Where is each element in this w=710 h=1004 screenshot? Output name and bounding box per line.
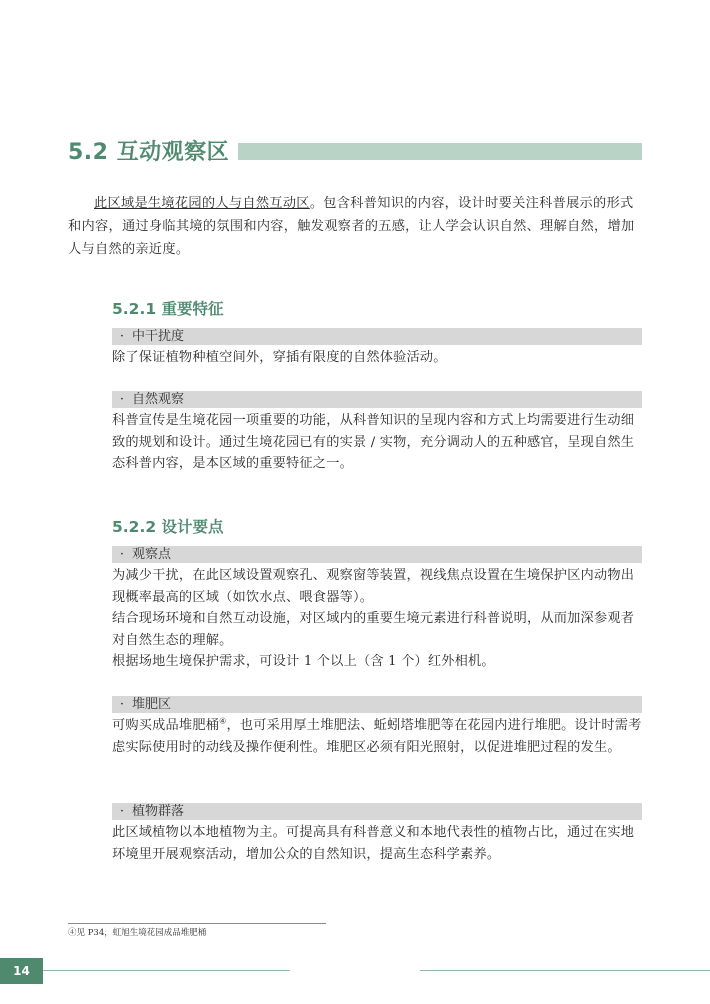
bullet: · <box>119 804 125 819</box>
label-bar-plant-community <box>112 803 642 820</box>
label-bar-observation-point <box>112 546 642 563</box>
paragraph-nature-observation: 科普宣传是生境花园一项重要的功能，从科普知识的呈现内容和方式上均需要进行生动细致的规划和设计。通过生境花园已有的实景 / 实物，充分调动人的五种感官，呈现自然生态科普内容，是本区域的重要特征之一。 <box>112 413 635 471</box>
text: ，也可采用厚土堆肥法、蚯蚓塔堆肥等在花园内进行堆肥。设计时需考虑实际使用时的动线及操作便利性。堆肥区必须有阳光照射，以促进堆肥过程的发生。 <box>112 718 642 755</box>
paragraph: 结合现场环境和自然互动设施，对区域内的重要生境元素进行科普说明，从而加深参观者对自然生态的理解。 <box>112 611 635 648</box>
text: 可购买成品堆肥桶 <box>112 718 220 733</box>
paragraph: 根据场地生境保护需求，可设计 1 个以上（含 1 个）红外相机。 <box>112 654 495 669</box>
section-title: 5.2 互动观察区 <box>68 140 230 165</box>
footnote: ④见 P34，虹旭生境花园成品堆肥桶 <box>68 928 207 938</box>
footnote-reference[interactable]: ④ <box>219 716 227 726</box>
subsection-title-features: 5.2.1 重要特征 <box>112 300 224 318</box>
bullet: · <box>119 547 125 562</box>
label-text: 自然观察 <box>132 392 185 407</box>
intro-underlined: 此区域是生境花园的人与自然互动区 <box>94 196 310 211</box>
label-bar-nature-observation <box>112 391 642 408</box>
label-text: 植物群落 <box>132 804 185 819</box>
label-text: 堆肥区 <box>132 697 172 712</box>
bullet: · <box>119 329 125 344</box>
subsection-title-design-points: 5.2.2 设计要点 <box>112 518 224 536</box>
footer-rule-right <box>420 970 710 971</box>
paragraph-plant-community: 此区域植物以本地植物为主。可提高具有科普意义和本地代表性的植物占比，通过在实地环境里开展观察活动，增加公众的自然知识，提高生态科学素养。 <box>112 825 635 862</box>
paragraph-compost-area <box>112 715 642 758</box>
paragraph-medium-disturbance: 除了保证植物种植空间外，穿插有限度的自然体验活动。 <box>112 350 447 365</box>
footer-rule-left <box>43 970 290 971</box>
bullet: · <box>119 392 125 407</box>
paragraph: 为减少干扰，在此区域设置观察孔、观察窗等装置，视线焦点设置在生境保护区内动物出现概率最高的区域（如饮水点、喂食器等）。 <box>112 568 635 605</box>
label-bar-compost-area <box>112 696 642 713</box>
label-text: 中干扰度 <box>132 329 185 344</box>
footnote-rule <box>68 923 326 924</box>
label-bar-medium-disturbance <box>112 328 642 345</box>
intro-text: 。包含科普知识的内容，设计时要关注科普展示的形式和内容，通过身临其境的氛围和内容，触发观察者的五感，让人学会认识自然、理解自然，增加人与自然的亲近度。 <box>68 196 635 257</box>
bullet: · <box>119 697 125 712</box>
page-number: 14 <box>0 958 43 984</box>
label-text: 观察点 <box>132 547 172 562</box>
section-title-bar <box>238 143 642 160</box>
paragraphs-observation-point <box>112 565 642 673</box>
section-intro <box>68 192 642 261</box>
